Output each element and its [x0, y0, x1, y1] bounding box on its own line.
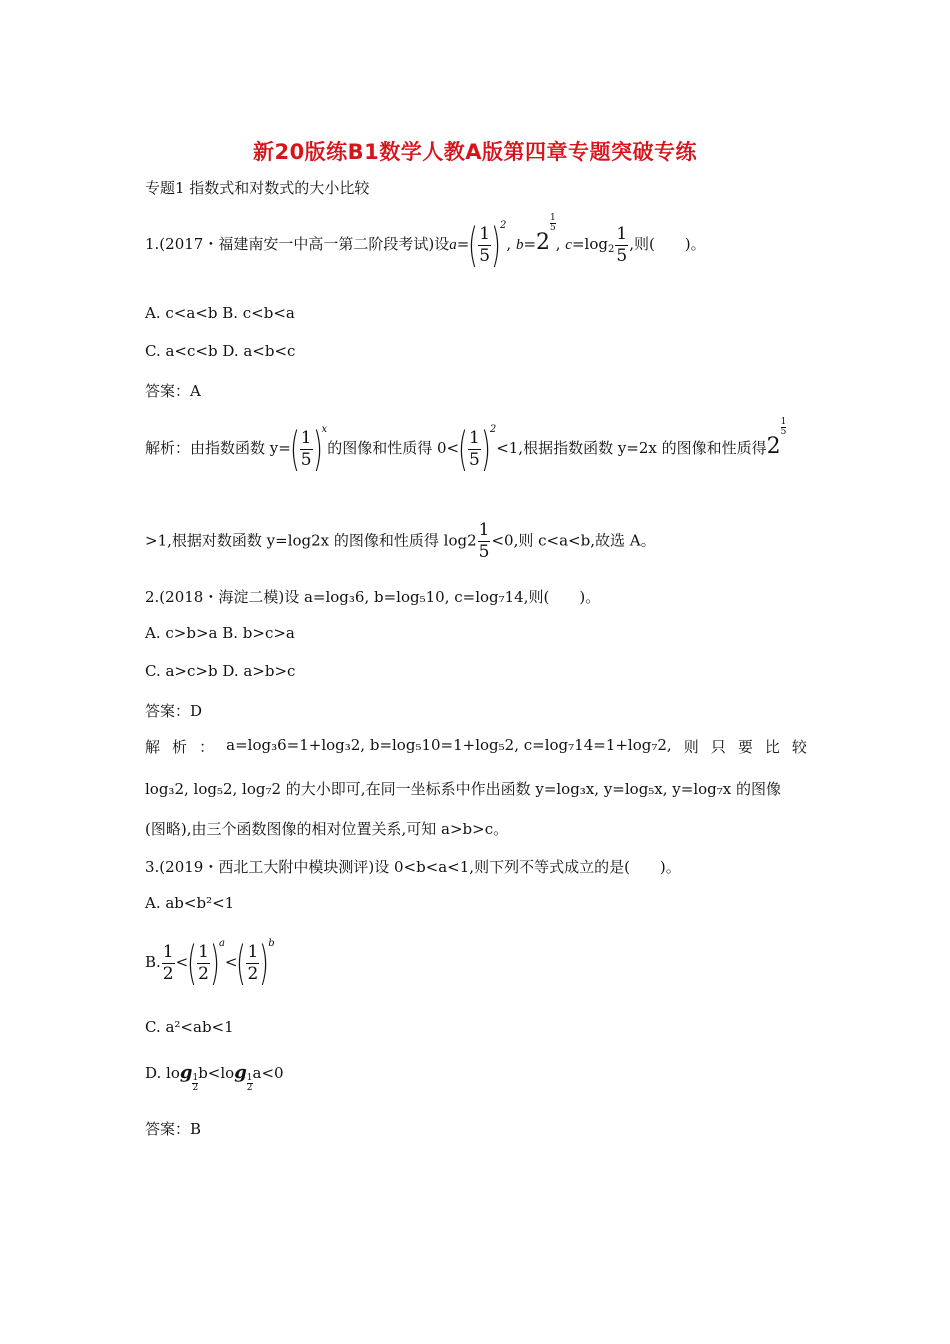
q1-explanation-line2: >1,根据对数函数 y=log2x 的图像和性质得 log2 $\frac{1}{5}$ <0,则 c<a<b,故选 A。 [145, 520, 656, 562]
q2-explanation-line1: 解 析 ： a=log₃6=1+log₃2, b=log₅10=1+log₅2, c=log₇14=1+log₇2, 则 只 要 比 较 [145, 736, 807, 756]
topic-heading: 专题1 指数式和对数式的大小比较 [145, 179, 370, 197]
q1-explanation-line1: 解析：由指数函数 y=( $\frac{1}{5}$ )x的图像和性质得 0<( $\frac{1}{5}$ )2<1,根据指数函数 y=2x 的图像和性质得2 $\frac{1}{5}$ [145, 417, 787, 476]
q3-answer: 答案：B [145, 1120, 202, 1138]
q1-prefix: 1.(2017・福建南安一中高一第二阶段考试)设 [145, 235, 450, 253]
page-title: 新20版练B1数学人教A版第四章专题突破专练 [252, 140, 698, 164]
q1-options-ab: A. c<a<b B. c<b<a [145, 304, 295, 322]
q1-answer: 答案：A [145, 382, 201, 400]
q3-option-b: B. $\frac{1}{2}$ <( $\frac{1}{2}$ )a<( $\frac{1}{2}$ )b [145, 936, 275, 990]
q2-explanation-line3: (图略),由三个函数图像的相对位置关系,可知 a>b>c。 [145, 820, 509, 838]
question-3-stem: 3.(2019・西北工大附中模块测评)设 0<b<a<1,则下列不等式成立的是( )。 [145, 858, 681, 876]
q3-option-d: D. $\log\frac{1}{2}$ $b<\log\frac{1}{2}$ a<0 [145, 1062, 284, 1093]
q1-options-cd: C. a<c<b D. a<b<c [145, 342, 296, 360]
question-2-stem: 2.(2018・海淀二模)设 a=log₃6, b=log₅10, c=log₇14,则( )。 [145, 588, 601, 606]
q3-option-c: C. a²<ab<1 [145, 1018, 234, 1036]
q3-option-a: A. ab<b²<1 [145, 894, 235, 912]
q2-answer: 答案：D [145, 702, 203, 720]
question-1-stem: 1.(2017・福建南安一中高一第二阶段考试)设a=( $\frac{1}{5}$ )2, b=2 $\frac{1}{5}$ , $c=\log_2$ $\frac{1}{5}$ ,则( )。 [145, 213, 706, 272]
q2-options-cd: C. a>c>b D. a>b>c [145, 662, 296, 680]
q2-options-ab: A. c>b>a B. b>c>a [145, 624, 295, 642]
q2-explanation-line2: log₃2, log₅2, log₇2 的大小即可,在同一坐标系中作出函数 y=log₃x, y=log₅x, y=log₇x 的图像 [145, 780, 782, 798]
